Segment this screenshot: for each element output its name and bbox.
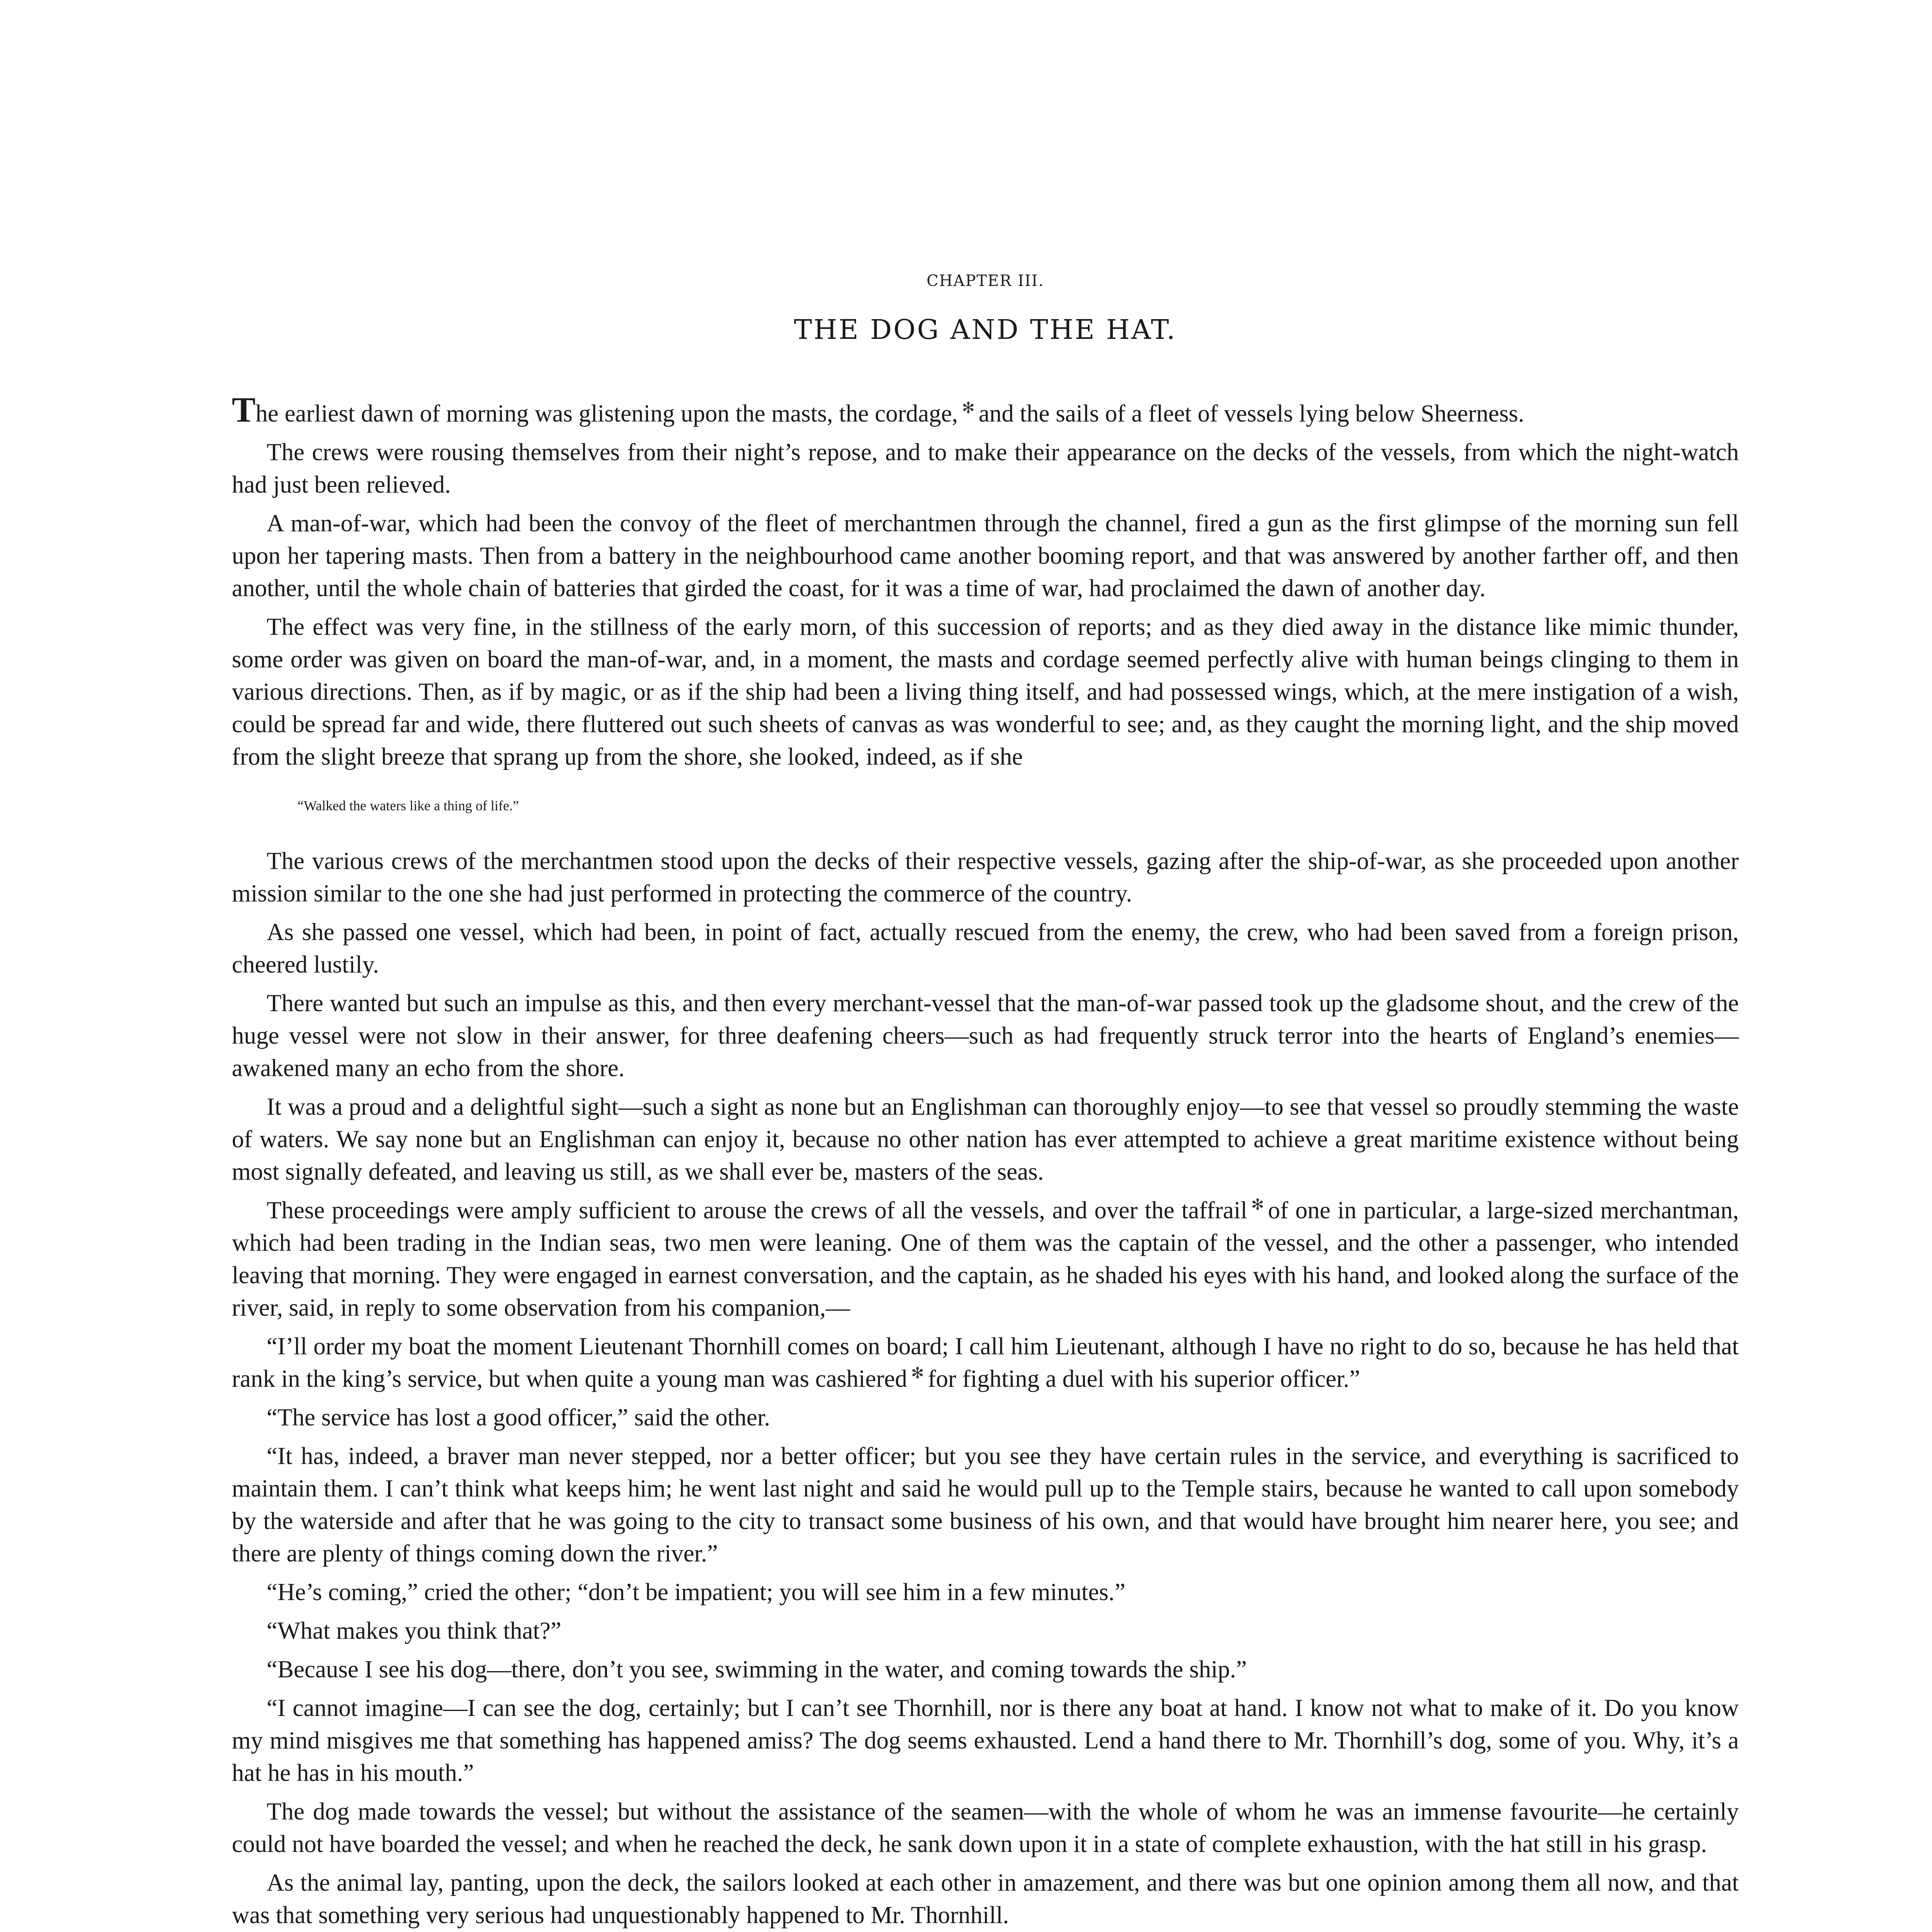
paragraph: “I cannot imagine—I can see the dog, certainly; but I can’t see Thornhill, nor is there any boat at hand. I know not what to make of it. Do you know my mind misgives me that something has happened amiss? The dog seems exhausted. Lend a hand there to Mr. Thornhill’s dog, some of you. Why, it’s a hat he has in his mouth.” xyxy=(232,1694,1739,1786)
drop-cap: T xyxy=(232,390,256,429)
paragraph: There wanted but such an impulse as this, and then every merchant-vessel that the man-of-war passed took up the gladsome shout, and the crew of the huge vessel were not slow in their answer, for three deafening cheers—such as had frequently struck terror into the hearts of England’s enemies—awakened many an echo from the shore. xyxy=(232,990,1739,1082)
paragraph: The crews were rousing themselves from their night’s repose, and to make their appearance on the decks of the vessels, from which the night-watch had just been relieved. xyxy=(232,439,1739,498)
footnote-star-icon: ✻ xyxy=(1251,1196,1264,1213)
chapter-label: CHAPTER III. xyxy=(926,272,1044,290)
chapter-title: THE DOG AND THE HAT. xyxy=(794,314,1177,345)
paragraph: “The service has lost a good officer,” said the other. xyxy=(267,1404,770,1431)
paragraph: “Because I see his dog—there, don’t you see, swimming in the water, and coming towards the ship.” xyxy=(267,1656,1247,1683)
paragraph: These proceedings were amply sufficient to arouse the crews of all the vessels, and over the taffrail ✻ of one in particular, a large-sized merchantman, which had been trading in the Indian seas, two men were leaning. One of them was the captain of the vessel, and the other a passenger, who intended leaving that morning. They were engaged in earnest conversation, and the captain, as he shaded his eyes with his hand, and looked along the surface of the river, said, in reply to some observation from his companion,— xyxy=(232,1196,1739,1321)
paragraph: The dog made towards the vessel; but without the assistance of the seamen—with the whole of whom he was an immense favourite—he certainly could not have boarded the vessel; and when he reached the deck, he sank down upon it in a state of complete exhaustion, with the hat still in his grasp. xyxy=(232,1798,1739,1857)
paragraph: “I’ll order my boat the moment Lieutenant Thornhill comes on board; I call him Lieutenant, although I have no right to do so, because he has held that rank in the king’s service, but when quite a young man was cashiered ✻ for fighting a duel with his superior officer.” xyxy=(232,1333,1739,1392)
paragraph: A man-of-war, which had been the convoy of the fleet of merchantmen through the channel, fired a gun as the first glimpse of the morning sun fell upon her tapering masts. Then from a battery in the neighbourhood came another booming report, and that was answered by another farther off, and then another, until the whole chain of batteries that girded the coast, for it was a time of war, had proclaimed the dawn of another day. xyxy=(232,510,1739,602)
paragraph: “It has, indeed, a braver man never stepped, nor a better officer; but you see they have certain rules in the service, and everything is sacrificed to maintain them. I can’t think what keeps him; he went last night and said he would pull up to the Temple stairs, because he wanted to call upon somebody by the waterside and after that he was going to the city to transact some business of his own, and that would have brought him nearer here, you see; and there are plenty of things coming down the river.” xyxy=(232,1442,1739,1567)
paragraph: “What makes you think that?” xyxy=(267,1617,561,1644)
footnote-star-icon: ✻ xyxy=(911,1364,924,1382)
paragraph: The various crews of the merchantmen stood upon the decks of their respective vessels, gazing after the ship-of-war, as she proceeded upon another mission similar to the one she had just performed in protecting the commerce of the country. xyxy=(232,847,1739,907)
paragraph: As she passed one vessel, which had been, in point of fact, actually rescued from the enemy, the crew, who had been saved from a foreign prison, cheered lustily. xyxy=(232,918,1739,978)
paragraph: “He’s coming,” cried the other; “don’t be impatient; you will see him in a few minutes.” xyxy=(267,1578,1126,1605)
body-text xyxy=(232,390,1739,1932)
paragraph: It was a proud and a delightful sight—such a sight as none but an Englishman can thoroughly enjoy—to see that vessel so proudly stemming the waste of waters. We say none but an Englishman can enjoy it, because no other nation has ever attempted to achieve a great maritime existence without being most signally defeated, and leaving us still, as we shall ever be, masters of the seas. xyxy=(232,1093,1739,1185)
block-quote: “Walked the waters like a thing of life.” xyxy=(298,798,519,813)
footnote-star-icon: ✻ xyxy=(962,399,975,417)
paragraph: The effect was very fine, in the stillness of the early morn, of this succession of reports; and as they died away in the distance like mimic thunder, some order was given on board the man-of-war, and, in a moment, the masts and cordage seemed perfectly alive with human beings clinging to them in various directions. Then, as if by magic, or as if the ship had been a living thing itself, and had possessed wings, which, at the mere instigation of a wish, could be spread far and wide, there fluttered out such sheets of canvas as was wonderful to see; and, as they caught the morning light, and the ship moved from the slight breeze that sprang up from the shore, she looked, indeed, as if she xyxy=(232,613,1739,770)
paragraph: As the animal lay, panting, upon the deck, the sailors looked at each other in amazement, and there was but one opinion among them all now, and that was that something very serious had unquestionably happened to Mr. Thornhill. xyxy=(232,1869,1739,1929)
paragraph: The earliest dawn of morning was glistening upon the masts, the cordage, ✻ and the sails of a fleet of vessels lying below Sheerness. xyxy=(232,390,1524,429)
